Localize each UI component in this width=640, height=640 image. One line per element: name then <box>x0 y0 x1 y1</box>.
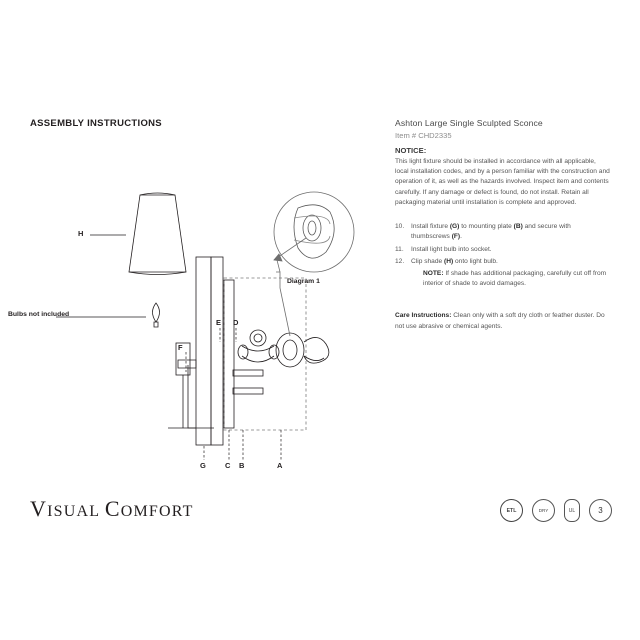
step-text-mid: onto light bulb. <box>453 257 498 265</box>
label-c: C <box>225 461 231 470</box>
certification-row <box>500 499 612 522</box>
page-title: ASSEMBLY INSTRUCTIONS <box>30 118 162 129</box>
brand-v: V <box>30 496 48 521</box>
diagram-1-caption: Diagram 1 <box>287 278 320 285</box>
step-bold-ref: (B) <box>513 223 523 231</box>
notice-label: NOTICE: <box>395 146 427 155</box>
item-number: Item # CHD2335 <box>395 131 452 140</box>
assembly-diagram <box>8 160 378 480</box>
care-instructions <box>395 311 610 331</box>
step-text-end: . <box>460 233 462 241</box>
brand-c: C <box>104 496 121 521</box>
brand-isual: ISUAL <box>47 503 105 520</box>
label-g: G <box>200 461 206 470</box>
list-item <box>395 222 610 242</box>
label-h: H <box>78 229 84 238</box>
label-f: F <box>178 343 183 352</box>
product-name: Ashton Large Single Sculpted Sconce <box>395 118 543 128</box>
step-list <box>395 222 610 267</box>
brand-logo <box>30 496 194 522</box>
step-text: Clip shade <box>411 257 444 265</box>
step-number: 12. <box>395 257 405 265</box>
note-text: If shade has additional packaging, carefully cut off from interior of shade to avoid damages. <box>423 269 607 288</box>
damp-location-badge: DRY <box>532 499 555 522</box>
step-number: 11. <box>395 245 404 253</box>
step-text: Install fixture <box>411 223 450 231</box>
list-item <box>395 245 610 255</box>
list-item <box>395 257 610 267</box>
step-bold-ref: (F) <box>451 233 461 241</box>
etl-listed-badge: ETL <box>500 499 523 522</box>
step-text-after: and secure with thumbscrews <box>411 223 571 241</box>
instructions-column <box>395 118 610 332</box>
step-text: Install light bulb into socket. <box>411 245 492 253</box>
notice-body: This light fixture should be installed in accordance with all applicable, local installation codes, and by a person familiar with the construction and operation of it, as well as the hazards involved. Inspect item and contents carefully. If any damage or defect is found, do not install. Retain all packaging material until installation is complete and approved. <box>395 158 610 206</box>
sconce-line-drawing <box>28 160 378 480</box>
bulbs-not-included-note: Bulbs not included <box>8 311 70 318</box>
step-text-mid: to mounting plate <box>459 223 514 231</box>
note-label: NOTE: <box>423 269 444 277</box>
label-a: A <box>277 461 283 470</box>
page-number-badge: 3 <box>589 499 612 522</box>
care-text: Clean only with a soft dry cloth or feather duster. Do not use abrasive or chemical agents. <box>395 312 605 330</box>
care-label: Care Instructions: <box>395 312 452 320</box>
brand-omfort: OMFORT <box>120 503 194 520</box>
ul-badge: UL <box>564 499 580 522</box>
label-b: B <box>239 461 245 470</box>
step-bold-ref: (H) <box>444 257 454 265</box>
shade-note <box>395 269 610 289</box>
step-bold-ref: (G) <box>449 223 460 231</box>
step-number: 10. <box>395 223 405 231</box>
label-d: D <box>233 318 239 327</box>
label-e: E <box>216 318 222 327</box>
